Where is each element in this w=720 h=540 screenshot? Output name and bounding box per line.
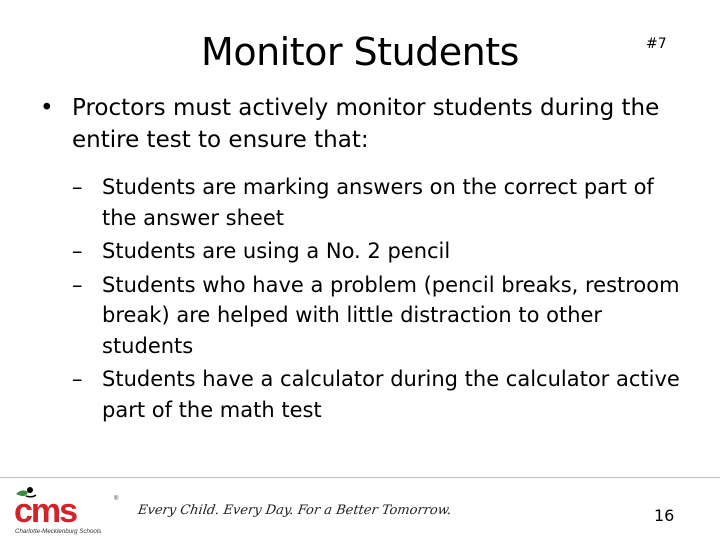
main-bullet (40, 92, 680, 156)
bullet-dot: • (40, 95, 54, 121)
sub-bullet-list (72, 172, 692, 428)
sub-bullet (72, 236, 692, 267)
footer-tagline: Every Child. Every Day. For a Better Tomorrow. (136, 503, 453, 518)
dash-marker: – (72, 239, 83, 263)
dash-marker: – (72, 175, 83, 199)
sub-bullet (72, 270, 692, 362)
sub-bullet (72, 364, 692, 425)
sub-bullet-text: Students who have a problem (pencil breaks, restroom break) are helped with little distraction to other students (102, 272, 680, 358)
slide-title: Monitor Students (201, 30, 519, 74)
sub-bullet (72, 172, 692, 233)
main-bullet-text: Proctors must actively monitor students during the entire test to ensure that: (72, 95, 660, 153)
logo-wordmark: cms (14, 492, 77, 530)
slide-tag: #7 (646, 36, 667, 52)
sub-bullet-text: Students are marking answers on the correct part of the answer sheet (102, 175, 654, 230)
cms-logo (10, 484, 130, 536)
sub-bullet-text: Students are using a No. 2 pencil (102, 239, 451, 263)
svg-text:®: ® (114, 496, 119, 502)
footer-divider (0, 477, 720, 478)
sub-bullet-text: Students have a calculator during the calculator active part of the math test (102, 367, 680, 422)
dash-marker: – (72, 367, 83, 391)
dash-marker: – (72, 272, 83, 297)
page-number: 16 (654, 506, 675, 525)
logo-subtext: Charlotte-Mecklenburg Schools (15, 528, 102, 535)
